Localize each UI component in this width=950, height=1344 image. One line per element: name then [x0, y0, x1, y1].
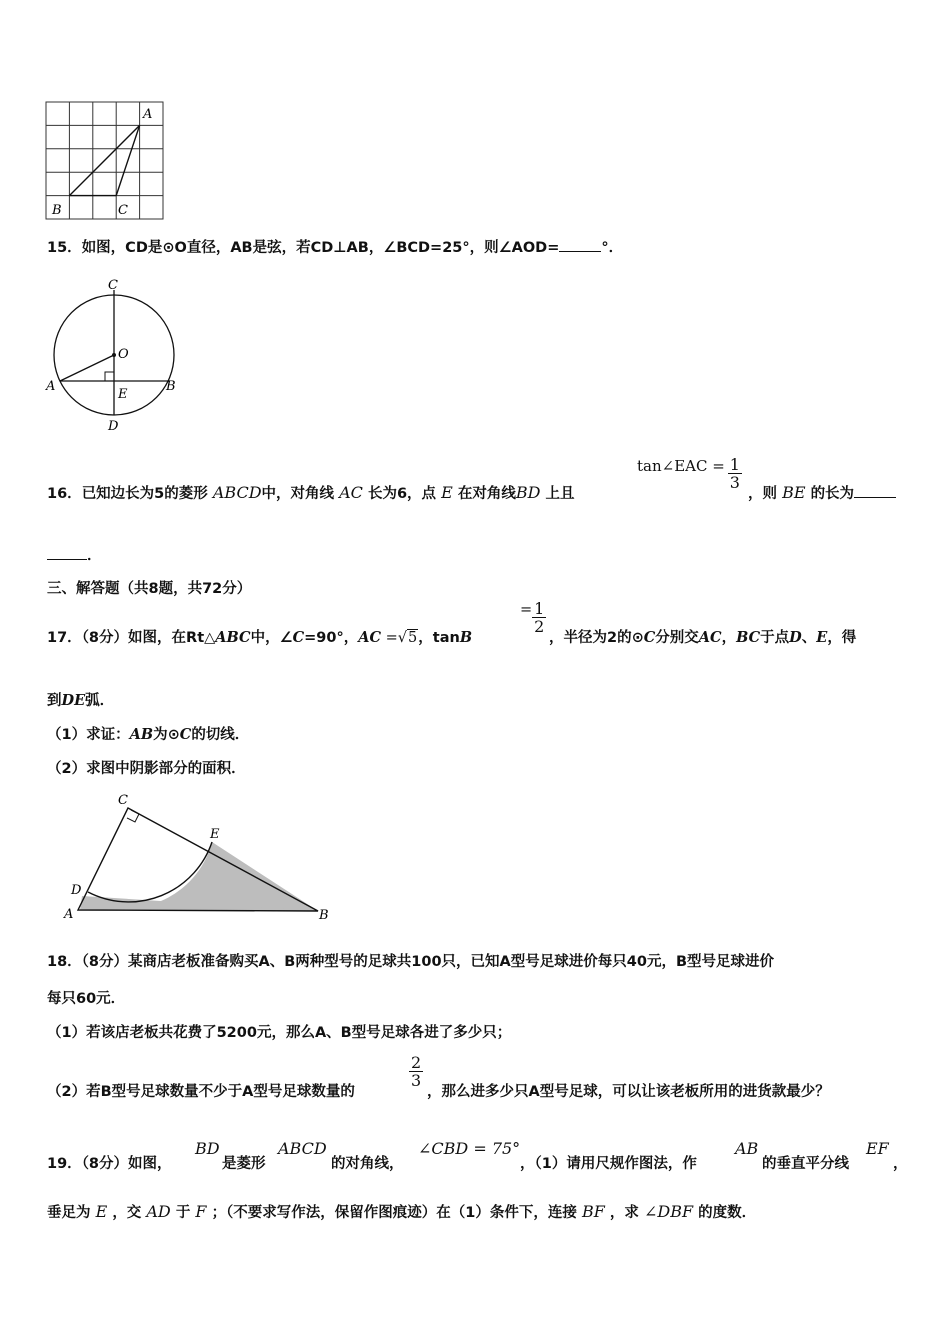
- q17-d: D: [789, 629, 802, 646]
- q16-frac-den: 3: [729, 473, 740, 492]
- q19-bd: BD: [195, 1139, 220, 1158]
- q19-t3: 的对角线，: [331, 1156, 404, 1172]
- q17-score: （8分）如图，在Rt△: [81, 630, 216, 646]
- label-c: C: [118, 203, 128, 218]
- center-point: [112, 353, 116, 357]
- q16-ac: AC: [339, 483, 363, 502]
- q16-be: BE: [782, 483, 806, 502]
- q19-ef-raised: [866, 1139, 889, 1158]
- q16-t2: 中，对角线: [261, 486, 335, 502]
- q19-t4: ，（1）请用尺规作图法，作: [520, 1156, 697, 1172]
- q16-t5: 上且: [545, 486, 575, 502]
- q15-text: [47, 236, 623, 257]
- section-title: [47, 577, 251, 598]
- q17-line2-a: 到: [47, 693, 62, 709]
- q19-t6: ，: [893, 1156, 908, 1172]
- q17-t8: 、: [801, 630, 817, 646]
- segment-ao: [60, 355, 114, 381]
- q18-frac-num: 2: [411, 1053, 422, 1072]
- segment-ab: [69, 125, 139, 195]
- q19-line1-f: [893, 1152, 908, 1173]
- q17-c: C: [292, 629, 305, 646]
- q16-t3: 长为6，点: [367, 486, 437, 502]
- q17-eq2: =: [520, 601, 533, 618]
- q17-bc: BC: [736, 629, 761, 646]
- q19-t5: 的垂直平分线: [762, 1156, 849, 1172]
- q18-frac-den: 3: [411, 1071, 422, 1090]
- q16-frac-num: 1: [729, 455, 740, 474]
- q17-frac-den: 2: [534, 617, 545, 636]
- q16-tail: ．: [87, 548, 102, 564]
- q17-sqrt: √5: [397, 630, 418, 646]
- q17-e: E: [816, 629, 828, 646]
- q15-text-a: 如图，CD是⊙O直径，AB是弦，若CD⊥AB，∠BCD=25°，则∠AOD=: [81, 240, 560, 256]
- q17-number: 17．: [47, 630, 82, 646]
- q15-answer-blank: [559, 237, 601, 252]
- q17-ac: AC: [358, 629, 382, 646]
- q16-t1: 已知边长为5的菱形: [81, 486, 208, 502]
- label-a: A: [64, 907, 74, 922]
- label-b: B: [166, 379, 176, 394]
- label-a: A: [143, 107, 153, 122]
- q18-line2: [47, 987, 125, 1008]
- q16-tan: tan∠EAC =: [637, 456, 725, 475]
- q17-c2: C: [643, 629, 656, 646]
- q19-l2-c: 于: [175, 1205, 191, 1221]
- q15-number: 15．: [47, 240, 82, 256]
- q19-abcd-raised: [278, 1139, 327, 1158]
- q17-t5: 分别交: [655, 630, 699, 646]
- q16-answer-blank-1: [854, 483, 896, 498]
- q17-p1-c-text: 的切线．: [191, 727, 250, 743]
- segment-ac: [116, 125, 139, 195]
- q19-line1-c: [331, 1152, 404, 1173]
- q19-t1: （8分）如图，: [81, 1156, 172, 1172]
- q17-t2: =90°，: [304, 630, 359, 646]
- q17-fraction: [532, 600, 546, 635]
- q19-l2-d: ；（不要求写作法，保留作图痕迹）在（1）条件下，连接: [211, 1205, 577, 1221]
- q14-grid-figure: [40, 98, 170, 224]
- q14-grid-svg: [40, 98, 170, 224]
- label-e: E: [210, 827, 220, 842]
- q16-t6: ，则: [748, 486, 777, 502]
- q17-triangle-figure: [60, 788, 340, 928]
- q18-part1: [47, 1021, 511, 1042]
- label-d: D: [108, 419, 119, 432]
- q19-angle: ∠CBD = 75°: [418, 1139, 521, 1158]
- q19-f: F: [195, 1202, 207, 1221]
- q17-frac-num: 1: [534, 599, 545, 618]
- q19-l2-a: 垂足为: [47, 1205, 91, 1221]
- q16-text: [47, 455, 575, 515]
- q16-text-line2: [47, 544, 102, 565]
- q17-part1: [47, 723, 249, 744]
- q18-frac-block: [409, 1054, 423, 1089]
- q19-line1-b: [222, 1152, 266, 1173]
- q17-p1-c: C: [179, 726, 192, 743]
- q18-line1: [47, 950, 774, 971]
- q18-part2-end: [427, 1080, 830, 1101]
- q17-line2-b: 弧．: [85, 693, 115, 709]
- q16-fraction: [728, 456, 742, 491]
- q15-circle-figure: [42, 272, 182, 432]
- q16-number: 16．: [47, 486, 82, 502]
- q17-t9: ，得: [827, 630, 857, 646]
- q19-l2-e: ，求: [609, 1205, 639, 1221]
- q16-t7: 的长为: [810, 486, 855, 502]
- q18-part2: [47, 1080, 355, 1101]
- q17-t7: 于点: [760, 630, 790, 646]
- q17-p1-ab: AB: [129, 726, 154, 743]
- q19-bf: BF: [581, 1202, 605, 1221]
- q17-eq: =: [381, 630, 398, 646]
- q19-line1: [47, 1152, 172, 1173]
- q18-p1: （1）若该店老板共花费了5200元，那么A、B型号足球各进了多少只；: [47, 1025, 512, 1041]
- q16-text-end: [748, 482, 896, 503]
- q17-triangle-svg: [60, 788, 340, 928]
- q19-e: E: [95, 1202, 108, 1221]
- q16-bd: BD: [515, 483, 541, 502]
- q16-tan-expression: [637, 455, 742, 490]
- q15-circle-svg: [42, 272, 182, 432]
- q16-line: [47, 483, 575, 502]
- label-a: A: [46, 379, 56, 394]
- q17-line2: [47, 689, 114, 710]
- q19-number: 19．: [47, 1156, 82, 1172]
- q15-text-b: °．: [601, 240, 624, 256]
- q19-angle-raised: [418, 1139, 520, 1158]
- label-e: E: [118, 387, 128, 402]
- q17-sqrt-arg: 5: [408, 630, 418, 646]
- q19-l2-f: 的度数．: [698, 1205, 757, 1221]
- section3-title: 三、解答题（共8题，共72分）: [47, 581, 252, 597]
- q17-de: DE: [61, 692, 86, 709]
- q19-l2-b: ，交: [112, 1205, 142, 1221]
- q17-t3: ，tan: [418, 630, 460, 646]
- right-angle-mark: [127, 810, 139, 822]
- q19-t2: 是菱形: [222, 1156, 266, 1172]
- q19-abcd: ABCD: [278, 1139, 327, 1158]
- q16-e: E: [441, 483, 453, 502]
- label-c: C: [118, 793, 128, 808]
- q17-ac2: AC: [698, 629, 722, 646]
- q18-line2-text: 每只60元．: [47, 991, 126, 1007]
- q19-ab: AB: [735, 1139, 759, 1158]
- q18-fraction: [409, 1054, 423, 1089]
- q17-p1-b: 为⊙: [153, 727, 180, 743]
- q19-ad: AD: [146, 1202, 171, 1221]
- q17-frac-block: [520, 600, 546, 635]
- label-d: D: [71, 883, 82, 898]
- q18-line1-text: 18．（8分）某商店老板准备购买A、B两种型号的足球共100只，已知A型号足球进价每只40元，B型号足球进价: [47, 954, 775, 970]
- q17-b: B: [459, 629, 473, 646]
- q17-p1-a: （1）求证：: [47, 727, 130, 743]
- q19-bd-raised: [195, 1139, 220, 1158]
- q19-ab-raised: [735, 1139, 758, 1158]
- q16-answer-blank-2: [47, 545, 87, 560]
- label-o: O: [118, 347, 129, 362]
- q17-line1: [47, 626, 472, 647]
- q17-p2: （2）求图中阴影部分的面积．: [47, 761, 246, 777]
- q17-t4: ，半径为2的⊙: [549, 630, 644, 646]
- q18-p2-b: ，那么进多少只A型号足球，可以让该老板所用的进货款最少？: [427, 1084, 830, 1100]
- q17-part2: [47, 757, 246, 778]
- q19-line1-e: [762, 1152, 849, 1173]
- q16-t4: 在对角线: [457, 486, 516, 502]
- q19-line1-d: [520, 1152, 697, 1173]
- q19-line2: [47, 1201, 756, 1222]
- label-c: C: [108, 278, 118, 293]
- q17-t6: ，: [721, 630, 737, 646]
- label-b: B: [319, 908, 329, 923]
- q18-p2-a: （2）若B型号足球数量不少于A型号足球数量的: [47, 1084, 355, 1100]
- label-b: B: [52, 203, 62, 218]
- q17-line1-end: [549, 626, 856, 647]
- q19-ef: EF: [866, 1139, 889, 1158]
- right-angle-mark: [105, 372, 114, 381]
- q19-dbf: ∠DBF: [643, 1202, 694, 1221]
- q16-abcd: ABCD: [212, 483, 262, 502]
- q17-abc: ABC: [215, 629, 251, 646]
- q17-t1: 中，∠: [250, 630, 293, 646]
